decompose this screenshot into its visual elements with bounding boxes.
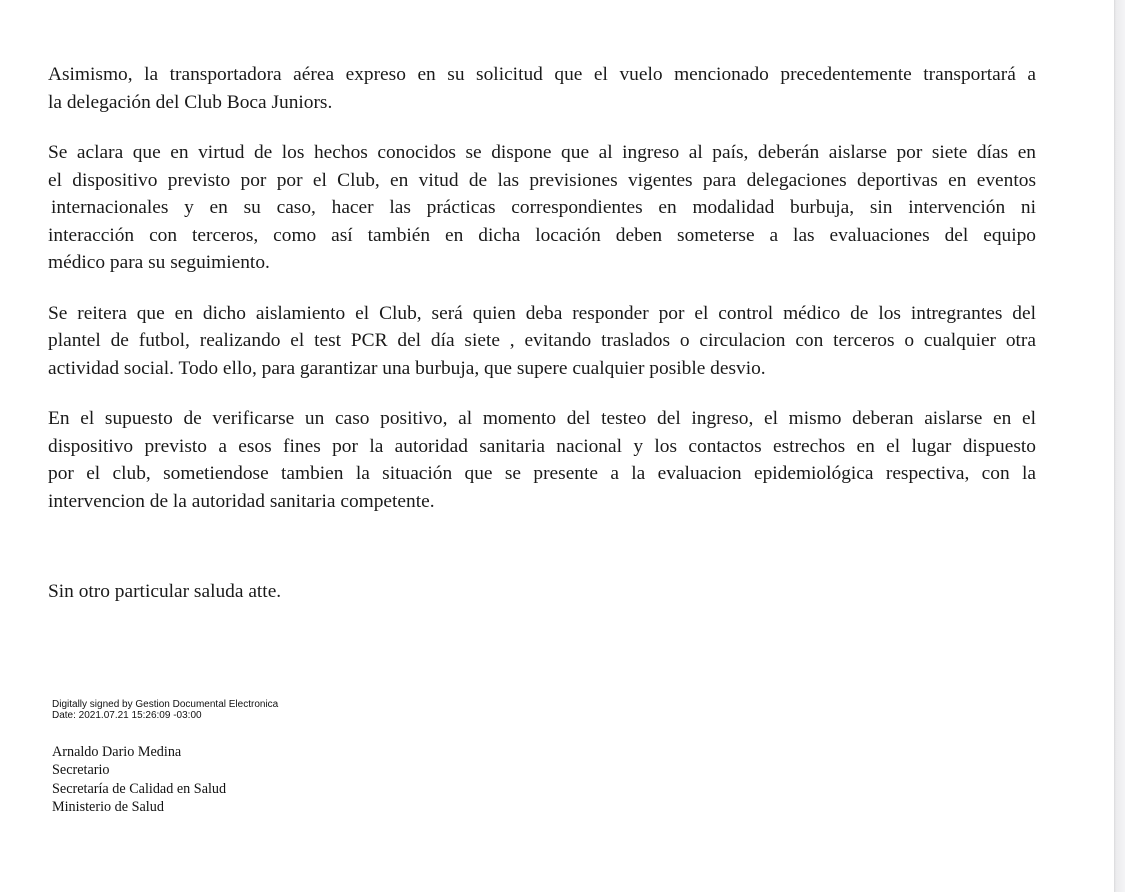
closing-salutation: Sin otro particular saluda atte.	[48, 581, 282, 602]
paragraph-line: la delegación del Club Boca Juniors.	[48, 91, 333, 113]
signature-signed-by: Digitally signed by Gestion Documental Electronica	[52, 699, 279, 710]
paragraph-line: Se reitera que en dicho aislamiento el Club, será quien deba responder por el control médico de los intregrantes del	[48, 302, 1036, 324]
paragraph-line: plantel de futbol, realizando el test PCR del día siete , evitando traslados o circulacion con terceros o cualquier otra	[48, 330, 1036, 351]
signer-ministry: Ministerio de Salud	[52, 798, 164, 815]
signer-position: Secretario	[52, 762, 110, 779]
paragraph-club-responsibility	[48, 300, 1036, 383]
paragraph-line: internacionales y en su caso, hacer las prácticas correspondientes en modalidad burbuja, sin intervención ni	[51, 197, 1036, 218]
page-edge	[1114, 0, 1125, 892]
paragraph-line: médico para su seguimiento.	[48, 252, 270, 273]
paragraph-line: interacción con terceros, como así también en dicha locación deben someterse a las evaluaciones del equipo	[48, 224, 1036, 246]
digital-signature-stamp	[52, 700, 278, 721]
paragraph-line: dispositivo previsto a esos fines por la autoridad sanitaria nacional y los contactos estrechos en el lugar dispuesto	[48, 435, 1036, 457]
paragraph-line: actividad social. Todo ello, para garantizar una burbuja, que supere cualquier posible desvio.	[48, 357, 766, 379]
paragraph-positive-case	[48, 405, 1036, 515]
signature-date: Date: 2021.07.21 15:26:09 -03:00	[52, 709, 202, 721]
paragraph-line: En el supuesto de verificarse un caso positivo, al momento del testeo del ingreso, el mismo deberan aislarse en el	[48, 408, 1036, 429]
signer-secretariat: Secretaría de Calidad en Salud	[52, 780, 227, 797]
paragraph-line: el dispositivo previsto por por el Club, en vitud de las previsiones vigentes para delegaciones deportivas en eventos	[48, 169, 1036, 191]
signer-name: Arnaldo Dario Medina	[52, 744, 182, 760]
paragraph-isolation-requirements	[48, 139, 1036, 277]
paragraph-line: por el club, sometiendose tambien la situación que se presente a la evaluacion epidemiológica respectiva, con la	[48, 463, 1036, 484]
paragraph-flight-request	[48, 61, 1036, 116]
paragraph-line: Se aclara que en virtud de los hechos conocidos se dispone que al ingreso al país, deberán aislarse por siete días en	[48, 142, 1036, 163]
paragraph-line: Asimismo, la transportadora aérea expreso en su solicitud que el vuelo mencionado precedentemente transportará a	[48, 64, 1036, 85]
document-body	[48, 61, 1036, 515]
signer-block	[52, 743, 226, 816]
paragraph-line: intervencion de la autoridad sanitaria competente.	[48, 490, 435, 512]
